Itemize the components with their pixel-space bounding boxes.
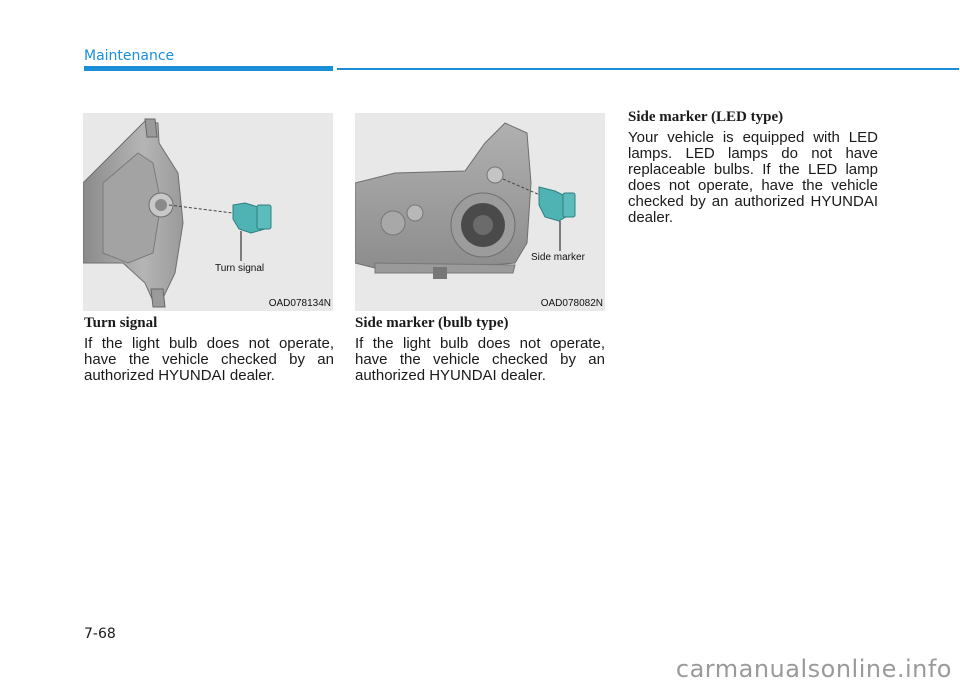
side-marker-illustration (355, 113, 605, 311)
heading-turn-signal: Turn signal (84, 315, 158, 331)
body-turn-signal: If the light bulb does not operate, have the vehicle checked by an authorized HYUNDAI dealer. (84, 335, 334, 384)
header-rule-thin (337, 68, 959, 70)
heading-side-marker-bulb: Side marker (bulb type) (355, 315, 509, 331)
turn-signal-illustration (83, 113, 333, 311)
figure-code: OAD078134N (268, 298, 331, 309)
header-rule-thick (84, 66, 333, 71)
figure-side-marker (355, 113, 605, 311)
turn-signal-callout: Turn signal (215, 263, 265, 274)
section-title: Maintenance (84, 48, 175, 64)
watermark: carmanualsonline.info (675, 655, 952, 683)
figure-code: OAD078082N (540, 298, 603, 309)
body-side-marker-bulb: If the light bulb does not operate, have the vehicle checked by an authorized HYUNDAI dealer. (355, 335, 605, 384)
side-marker-callout: Side marker (531, 252, 585, 263)
heading-side-marker-led: Side marker (LED type) (628, 109, 784, 125)
body-side-marker-led: Your vehicle is equipped with LED lamps. LED lamps do not have replaceable bulbs. If the LED lamp does not operate, have the vehicle checked by an authorized HYUNDAI dealer. (628, 129, 878, 226)
figure-turn-signal (83, 113, 333, 311)
page-number: 7-68 (84, 626, 116, 642)
